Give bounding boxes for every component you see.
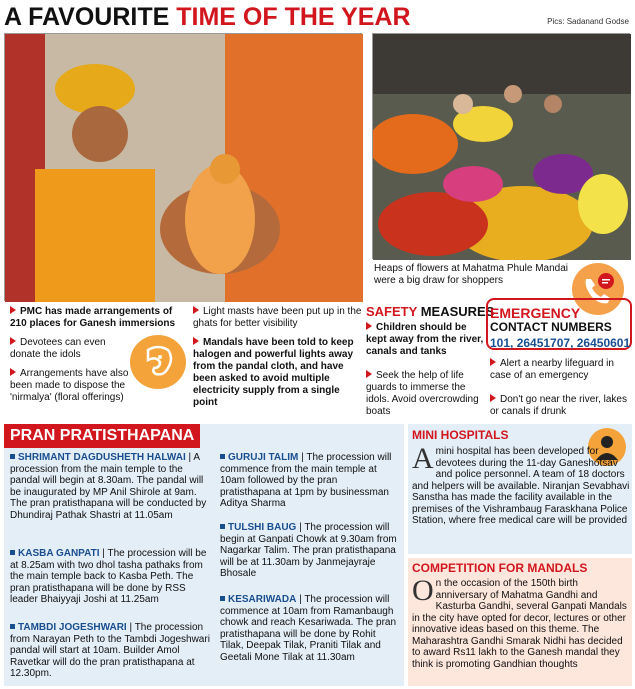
bullet-text: Mandals have been told to keep halogen and powerful lights away from the pandal cloth, and have been asked to avoid multiple electricity supply from a single point [193, 337, 354, 408]
pran-entry-tulshi: TULSHI BAUG | The procession will begin at Ganpati Chowk at 9.30am from Nagarkar Talim. The pran pratisthapana will be at 11.30am by Janmejayraje Bhosale [220, 522, 397, 579]
triangle-bullet-icon [10, 368, 16, 376]
triangle-bullet-icon [193, 337, 199, 345]
dropcap: A [412, 442, 434, 475]
entry-text: The procession will begin at Ganpati Chowk at 9.30am from Nagarkar Talim. The pran pratisthapana will be at 11.30am by Janmejayraje Bhosale [220, 522, 397, 579]
mini-hospitals-title: MINI HOSPITALS [412, 428, 509, 442]
triangle-bullet-icon [193, 306, 199, 314]
pran-entry-kasba: KASBA GANPATI | The procession will be at 8.25am with two dhol tasha pathaks from the main temple back to Kasba Peth. The pran pratisthapana will be done by RSS leader Bhaiyyaji Joshi at 11.25am [10, 548, 207, 605]
competition-title: COMPETITION FOR MANDALS [412, 561, 588, 575]
bullet-text: PMC has made arrangements of 210 places for Ganesh immersions [10, 306, 176, 329]
entry-name: KESARIWADA [228, 594, 297, 605]
triangle-bullet-icon [490, 394, 496, 402]
mini-hospitals-body: mini hospital has been developed for devotees during the 11-day Ganeshotsav and police personnel. A team of 18 doctors and helpers will be available. Niranjan Sevabhavi Sanstha has made the facility available in the premises of the Vishrambaug Faraskhana Police Station, where free medical care will be provided [412, 446, 630, 526]
bullet-mandals [193, 337, 365, 409]
emergency-text: Don't go near the river, lakes or canals if drunk [490, 394, 627, 417]
triangle-bullet-icon [366, 322, 372, 330]
bullet-donate [10, 337, 122, 361]
entry-name: KASBA GANPATI [18, 548, 100, 559]
square-bullet-icon [220, 596, 225, 601]
entry-text: The procession will commence from the main temple at 10am followed by the pran pratisthapana at 1pm by businessman Aditya Sharma [220, 452, 392, 509]
safety-title [366, 304, 494, 319]
bullet-text: Light masts have been put up in the ghats for better visibility [193, 306, 362, 329]
entry-text: The procession will be at 8.25am with two dhol tasha pathaks from the main temple back to Kasba Peth. The pran pratisthapana will be done by RSS leader Bhaiyyaji Joshi at 11.25am [10, 548, 207, 605]
bullet-light-masts [193, 306, 365, 330]
triangle-bullet-icon [490, 358, 496, 366]
bullet-nirmalya [10, 368, 132, 404]
triangle-bullet-icon [10, 306, 16, 314]
title-part1: A FAVOURITE [4, 3, 170, 31]
bullet-pmc [10, 306, 185, 330]
competition-text [412, 574, 630, 670]
entry-name: TAMBDI JOGESHWARI [18, 622, 127, 633]
ganesha-glyph [130, 335, 186, 389]
entry-name: GURUJI TALIM [228, 452, 299, 463]
square-bullet-icon [220, 454, 225, 459]
mini-hospitals-text [412, 442, 630, 527]
safety-text: Children should be kept away from the river, canals and tanks [366, 322, 484, 357]
entry-name: TULSHI BAUG [228, 522, 297, 533]
ganesha-logo-icon [130, 335, 186, 389]
entry-text: A procession from the main temple to the pandal will begin at 8.30am. The pandal will be inaugurated by MP Anil Shirole at 9am. The pran pratisthapana will be conducted by Dhundiraj Pathak Shastri at 11.05am [10, 452, 207, 521]
emergency-numbers: 101, 26451707, 26450601 [490, 336, 631, 350]
safety-title-a: SAFETY [366, 304, 418, 319]
boy-with-idol-photo [4, 33, 362, 301]
safety-text: Seek the help of life guards to immerse the idols. Avoid overcrowding boats [366, 370, 479, 417]
photo-credit: Pics: Sadanand Godse [547, 17, 629, 26]
pran-title: PRAN PRATISTHAPANA [4, 424, 200, 448]
emergency-item-2 [490, 394, 630, 418]
page-title [4, 3, 411, 32]
square-bullet-icon [10, 624, 15, 629]
pran-entry-kesariwada: KESARIWADA | The procession will commence at 10am from Ramanbaugh chowk and reach Kesariwada. The pran pratisthapana will be done by Rohit Tilak, Deepak Tilak, Praniti Tilak and Geetali Mone Tilak at 11.30am [220, 594, 397, 663]
entry-name: SHRIMANT DAGDUSHETH HALWAI [18, 452, 186, 463]
square-bullet-icon [220, 524, 225, 529]
emergency-title-2: CONTACT NUMBERS [490, 320, 612, 334]
entry-text: The procession will commence at 10am from Ramanbaugh chowk and reach Kesariwada. The pran pratisthapana will be done by Rohit Tilak, Deepak Tilak, Praniti Tilak and Geetali Mone Tilak at 11.30am [220, 594, 397, 663]
entry-text: The procession from Narayan Peth to the Tambdi Jogeshwari pandal will start at 10am. Builder Amol Ravetkar will do the pran pratisthapana at 12.30pm. [10, 622, 210, 679]
bullet-text: Devotees can even donate the idols [10, 337, 106, 360]
pran-entry-dagdusheth: SHRIMANT DAGDUSHETH HALWAI | A procession from the main temple to the pandal will begin at 8.30am. The pandal will be inaugurated by MP Anil Shirole at 9am. The pran pratisthapana will be conducted by Dhundiraj Pathak Shastri at 11.05am [10, 452, 207, 521]
dropcap: O [412, 574, 434, 607]
square-bullet-icon [10, 454, 15, 459]
flower-market-photo [372, 33, 630, 259]
emergency-title-1: EMERGENCY [490, 305, 581, 321]
competition-body: n the occasion of the 150th birth anniversary of Mahatma Gandhi and Kasturba Gandhi, several Ganpati Mandals in the city have opted for decor, lectures or other innovative ideas based on this theme. The Maharashtra Gandhi Smarak Nidhi has decided to award Rs11 lakh to the Ganesh mandal they think is promoting Gandhian thoughts [412, 578, 627, 670]
flower-photo-caption: Heaps of flowers at Mahatma Phule Mandai were a big draw for shoppers [374, 263, 568, 286]
pran-entry-guruji: GURUJI TALIM | The procession will commence from the main temple at 10am followed by the pran pratisthapana at 1pm by businessman Aditya Sharma [220, 452, 392, 509]
safety-item-2 [366, 370, 484, 418]
square-bullet-icon [10, 550, 15, 555]
emergency-text: Alert a nearby lifeguard in case of an emergency [490, 358, 614, 381]
emergency-item-1 [490, 358, 630, 382]
triangle-bullet-icon [10, 337, 16, 345]
title-part2: TIME OF THE YEAR [176, 3, 411, 31]
photo-illustration [5, 34, 363, 302]
bullet-text: Arrangements have also been made to dispose the 'nirmalya' (floral offerings) [10, 368, 129, 403]
safety-item-1 [366, 322, 484, 358]
pran-entry-tambdi: TAMBDI JOGESHWARI | The procession from Narayan Peth to the Tambdi Jogeshwari pandal will start at 10am. Builder Amol Ravetkar will do the pran pratisthapana at 12.30pm. [10, 622, 210, 679]
triangle-bullet-icon [366, 370, 372, 378]
safety-title-b: MEASURES [420, 304, 495, 319]
flowers-illustration [373, 34, 631, 260]
